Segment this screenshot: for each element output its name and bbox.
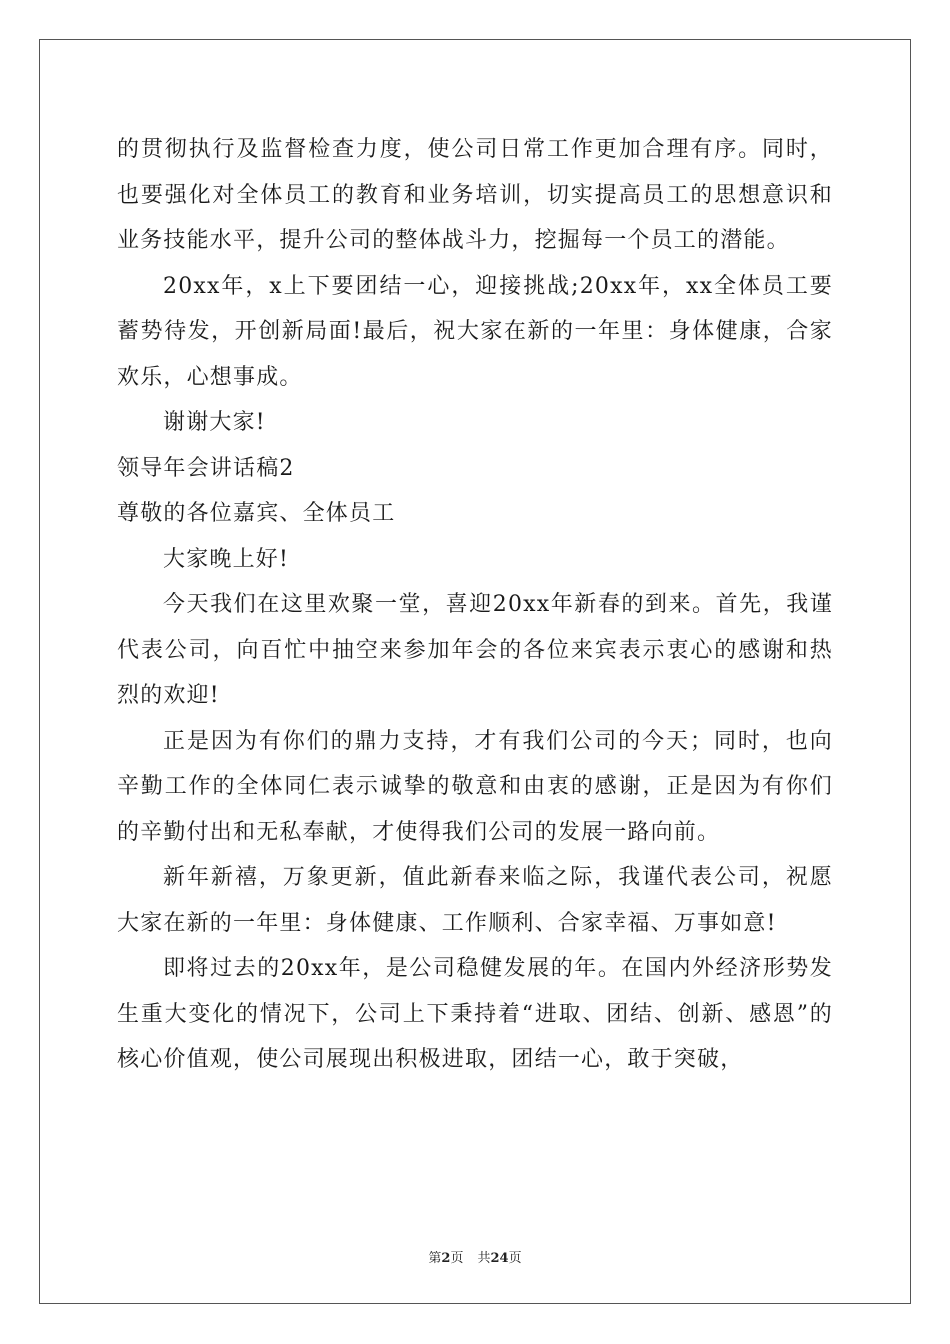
- document-body: [117, 127, 833, 1083]
- paragraph-10: 即将过去的20xx年，是公司稳健发展的年。在国内外经济形势发生重大变化的情况下，公司上下秉持着“进取、团结、创新、感恩”的核心价值观，使公司展现出积极进取，团结一心，敢于突破，: [117, 956, 833, 1072]
- page-number: 2: [441, 1251, 451, 1266]
- paragraph-7: 今天我们在这里欢聚一堂，喜迎20xx年新春的到来。首先，我谨代表公司，向百忙中抽空来参加年会的各位来宾表示衷心的感谢和热烈的欢迎!: [117, 592, 833, 708]
- paragraph-8: 正是因为有你们的鼎力支持，才有我们公司的今天；同时，也向辛勤工作的全体同仁表示诚挚的敬意和由衷的感谢，正是因为有你们的辛勤付出和无私奉献，才使得我们公司的发展一路向前。: [117, 728, 833, 845]
- paragraph-1: 的贯彻执行及监督检查力度，使公司日常工作更加合理有序。同时，也要强化对全体员工的教育和业务培训，切实提高员工的思想意识和业务技能水平，提升公司的整体战斗力，挖掘每一个员工的潜能。: [117, 137, 833, 253]
- paragraph-3: 谢谢大家!: [163, 410, 266, 435]
- page-prefix: 第: [428, 1251, 442, 1266]
- paragraph-2: 20xx年，x上下要团结一心，迎接挑战;20xx年，xx全体员工要蓄势待发，开创新局面!最后，祝大家在新的一年里：身体健康，合家欢乐，心想事成。: [117, 273, 833, 390]
- total-pages: 24: [490, 1251, 509, 1266]
- section-title: 领导年会讲话稿2: [117, 455, 295, 481]
- paragraph-9: 新年新禧，万象更新，值此新春来临之际，我谨代表公司，祝愿大家在新的一年里：身体健康、工作顺利、合家幸福、万事如意!: [117, 865, 833, 936]
- total-suffix: 页: [508, 1251, 522, 1266]
- total-prefix: 共: [477, 1251, 491, 1266]
- greeting: 大家晚上好!: [163, 546, 290, 572]
- page-footer: [0, 1247, 950, 1266]
- salutation: 尊敬的各位嘉宾、全体员工: [117, 501, 396, 526]
- page-suffix: 页: [450, 1251, 464, 1266]
